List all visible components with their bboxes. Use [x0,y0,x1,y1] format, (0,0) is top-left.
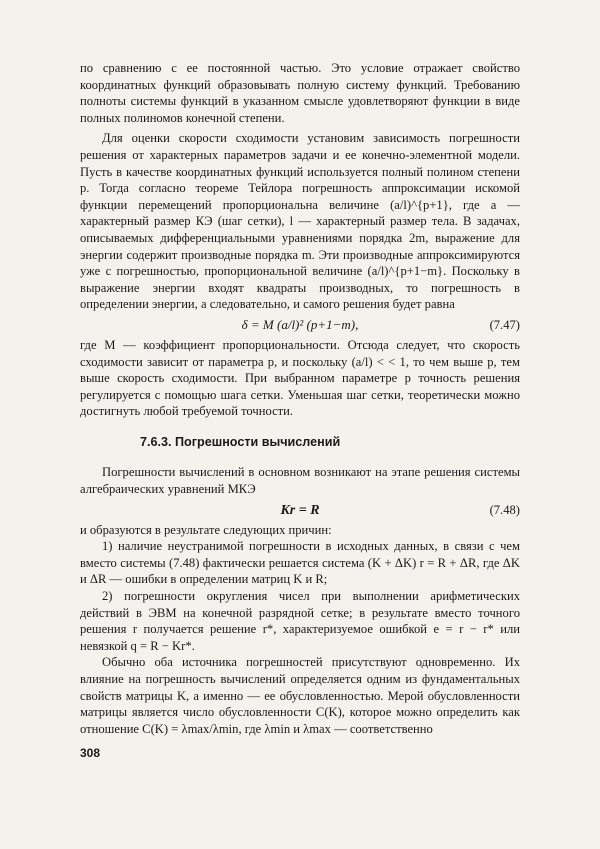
formula-7-48-expression: Kr = R [280,502,320,518]
paragraph-coefficient: где M — коэффициент пропорциональности. Отсюда следует, что скорость сходимости зависит от параметра p, и поскольку (a/l) < < 1, то чем выше p, тем выше скорость сходимости. При выбранном параметре p точность решения регулируется с помощью шага сетки. Уменьшая шаг сетки, теоретически можно достигнуть любой требуемой точности. [80,337,520,419]
paragraph-computation-errors: Погрешности вычислений в основном возникают на этапе решения системы алгебраических уравнений МКЭ [80,465,520,497]
formula-7-47-expression: δ = M (a/l)² (p+1−m), [241,316,359,332]
list-item-1: 1) наличие неустранимой погрешности в исходных данных, в связи с чем вместо системы (7.48) фактически решается система (K + ΔK) r = R + ΔR, где ΔK и ΔR — ошибки в определении матриц K и R; [80,539,520,587]
formula-7-48 [80,499,520,521]
paragraph-continuation: по сравнению с ее постоянной частью. Это условие отражает свойство координатных функций образовывать полную систему функций. Требованию полноты системы функций в указанном смысле удовлетворяют функции в виде полных полиномов конечной степени. [80,61,520,125]
section-heading: 7.6.3. Погрешности вычислений [140,434,341,449]
paragraph-conditioning: Обычно оба источника погрешностей присутствуют одновременно. Их влияние на погрешность вычислений определяется одним из фундаментальных свойств матрицы K, а именно — ее обусловленностью. Мерой обусловленности матрицы является число обусловленности C(K), которое можно определить как отношение C(K) = λmax/λmin, где λmin и λmax — соответственно [80,655,520,736]
formula-7-47-number: (7.47) [489,317,520,332]
formula-7-48-number: (7.48) [489,502,520,517]
paragraph-convergence: Для оценки скорости сходимости установим зависимость погрешности решения от характерных параметров задачи и ее конечно-элементной модели. Пусть в качестве координатных функций используется полный полином степени p. Тогда согласно теореме Тейлора погрешность аппроксимации искомой функции перемещений пропорциональна величине (a/l)^{p+1}, где a — характерный размер КЭ (шаг сетки), l — характерный размер тела. В задачах, описываемых дифференциальными уравнениями порядка 2m, выражение для энергии содержит производные порядка m. Эти производные аппроксимируются уже с погрешностью, пропорциональной величине (a/l)^{p+1−m}. Поскольку в выражение энергии входят квадраты производных, то погрешность в определении энергии, а следовательно, и самого решения будет равна [80,131,520,312]
list-item-2: 2) погрешности округления чисел при выполнении арифметических действий в ЭВМ на конечной разрядной сетке; в результате вместо точного решения r получается решение r*, характеризуемое ошибкой e = r − r* или невязкой q = R − Kr*. [80,589,520,653]
paragraph-causes-intro: и образуются в результате следующих причин: [80,522,332,537]
page-number: 308 [80,746,101,761]
page-body [80,60,520,762]
formula-7-47 [80,314,520,336]
